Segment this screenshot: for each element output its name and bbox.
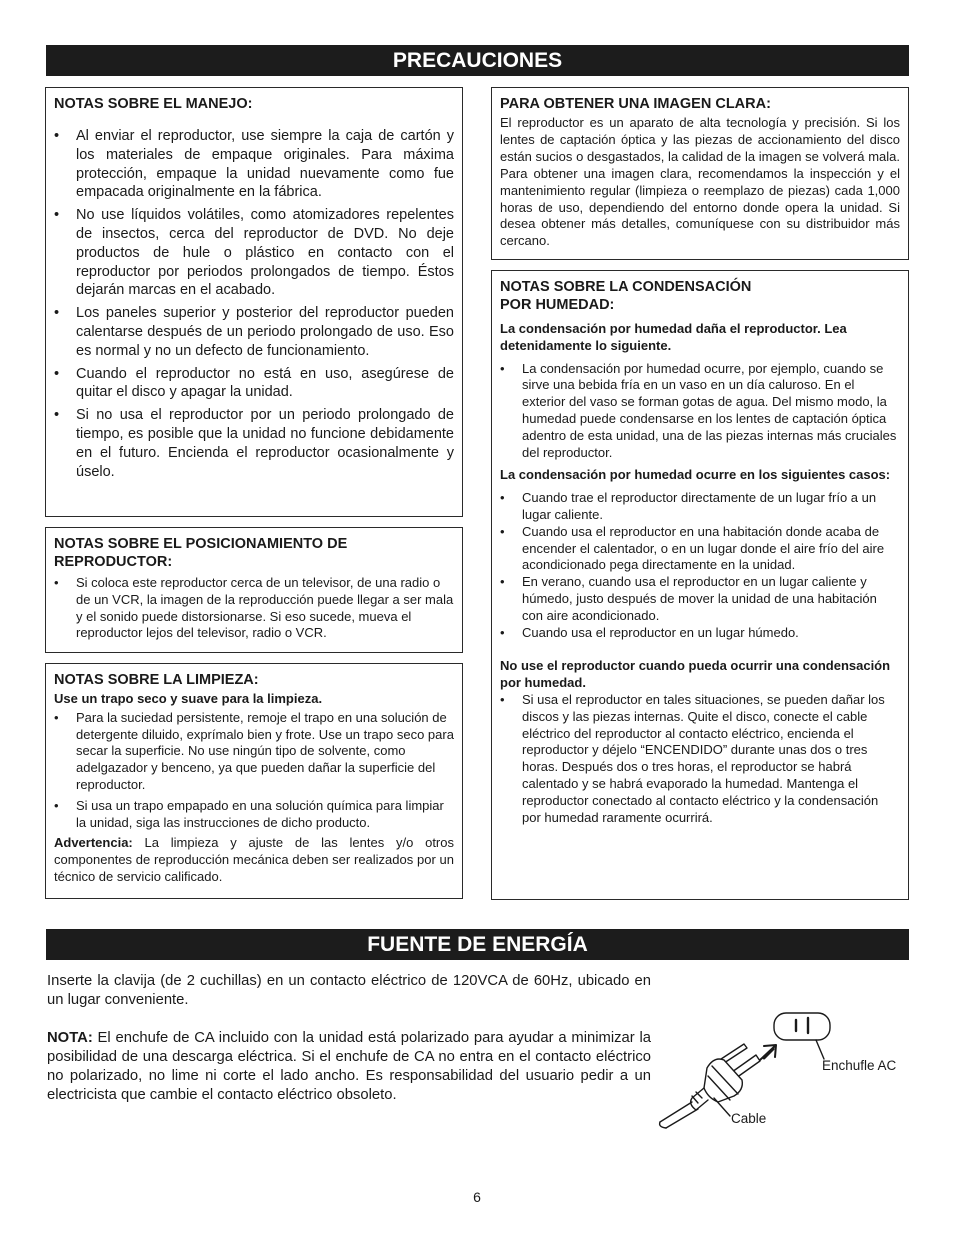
condensation-sub2: La condensación por humedad ocurre en los siguientes casos: (500, 467, 891, 483)
condensation-list-2 (500, 490, 900, 641)
list-item: • Si no usa el reproductor por un periodo prolongado de tiempo, es posible que la unidad no funcione debidamente en el futuro. Encienda el reproductor ocasionalmente y úselo. (54, 406, 454, 481)
list-item: • Para la suciedad persistente, remoje el trapo en una solución de detergente diluido, exprímalo bien y frote. Use un trapo seco para secar la superficie. No use ningún tipo de solvente, como adelgazador y benceno, ya que pueden dañar la superficie del reproductor. (54, 710, 454, 794)
list-item: • En verano, cuando usa el reproductor en un lugar caliente y húmedo, justo después de mover la unidad de una habitación con aire acondicionado. (500, 574, 900, 624)
polarized-plug-figure (652, 1006, 912, 1134)
clear-image-heading: PARA OBTENER UNA IMAGEN CLARA: (500, 96, 771, 112)
condensation-list-1 (500, 361, 900, 462)
outlet-label: Enchufle AC (822, 1058, 897, 1073)
precautions-title: PRECAUCIONES (46, 45, 909, 76)
list-item: • La condensación por humedad ocurre, por ejemplo, cuando se sirve una bebida fría en un vaso en un día caluroso. En el exterior del vaso se forman gotas de agua. Del mismo modo, la humedad puede condensarse en los lentes de captación óptica adentro de esta unidad, una de las piezas internas más cruciales del reproductor. (500, 361, 900, 462)
condensation-list-3 (500, 692, 900, 826)
list-item: • Cuando el reproductor no está en uso, asegúrese de quitar el disco y apagar la unidad. (54, 365, 454, 403)
positioning-list (54, 575, 454, 642)
warning-text: La limpieza y ajuste de las lentes y/o otros componentes de reproducción mecánica deben ser realizados por un técnico de servicio calificado. (54, 835, 454, 885)
list-item: • Cuando trae el reproductor directamente de un lugar frío a un lugar caliente. (500, 490, 900, 524)
power-intro: Inserte la clavija (de 2 cuchillas) en un contacto eléctrico de 120VCA de 60Hz, ubicado en un lugar conveniente. (47, 973, 651, 1008)
clear-image-text: El reproductor es un aparato de alta tecnología y precisión. Si los lentes de captación óptica y las piezas de accionamiento del disco están sucios o desgastados, la calidad de la imagen se volverá mala. Para obtener una imagen clara, recomendamos la inspección y el mantenimiento regular (limpieza o reemplazo de piezas) cada 1,000 horas de uso, dependiendo del entorno donde opera la unidad. Si desea obtener más detalles, comuníquese con su distribuidor más cercano. (500, 115, 900, 249)
cleaning-list (54, 710, 454, 832)
condensation-sub3: No use el reproductor cuando pueda ocurrir una condensación por humedad. (500, 658, 891, 691)
note-text: El enchufe de CA incluido con la unidad está polarizado para ayudar a minimizar la posibilidad de una descarga eléctrica. Si el enchufe de CA no entra en el contacto eléctrico no polarizado, no lime ni corte el lado ancho. Es responsabilidad del usuario pedir a un electricista que cambie el contacto eléctrico obsoleto. (47, 1030, 651, 1103)
list-item: • No use líquidos volátiles, como atomizadores repelentes de insectos, cerca del reproductor de DVD. No deje productos de hule o plástico en contacto con el reproductor por periodos prolongados de tiempo. Éstos dejarán marcas en el acabado. (54, 206, 454, 300)
handling-heading: NOTAS SOBRE EL MANEJO: (54, 96, 253, 112)
positioning-heading: NOTAS SOBRE EL POSICIONAMIENTO DE REPRODUCTOR: (54, 536, 348, 570)
cable-label: Cable (731, 1111, 767, 1126)
list-item: • Si usa un trapo empapado en una solución química para limpiar la unidad, siga las instrucciones de dicho producto. (54, 798, 454, 832)
list-item: • Al enviar el reproductor, use siempre la caja de cartón y los materiales de empaque originales. Para máxima protección, empaque la unidad nuevamente como fue empacada originalmente en la fábrica. (54, 127, 454, 202)
list-item: • Cuando usa el reproductor en una habitación donde acaba de encender el calentador, o en un lugar donde el aire frío del aire acondicionado pega directamente en la unidad. (500, 524, 900, 574)
power-note (47, 1029, 651, 1105)
cleaning-subheading: Use un trapo seco y suave para la limpieza. (54, 691, 323, 706)
condensation-heading: NOTAS SOBRE LA CONDENSACIÓN POR HUMEDAD: (500, 279, 752, 313)
list-item: • Si usa el reproductor en tales situaciones, se pueden dañar los discos y las piezas internas. Quite el disco, conecte el cable eléctrico del reproductor al contacto eléctrico, encienda el reproductor y déjelo “ENCENDIDO” durante unas dos o tres horas. Después dos o tres horas, el reproductor se habrá calentado y se habrá evaporado la humedad. Mantenga el reproductor conectado al contacto eléctrico y la condensación por humedad raramente ocurrirá. (500, 692, 900, 826)
cleaning-heading: NOTAS SOBRE LA LIMPIEZA: (54, 672, 259, 688)
handling-list (54, 127, 454, 481)
condensation-sub1: La condensación por humedad daña el reproductor. Lea detenidamente lo siguiente. (500, 321, 847, 353)
list-item: • Cuando usa el reproductor en un lugar húmedo. (500, 625, 900, 642)
note-label: NOTA: (47, 1030, 93, 1046)
cleaning-warning (54, 835, 454, 886)
power-title: FUENTE DE ENERGÍA (46, 929, 909, 960)
clear-image-box (491, 87, 909, 260)
list-item: • Los paneles superior y posterior del reproductor pueden calentarse después de un periodo prolongado de uso. Eso es normal y no un defecto de funcionamiento. (54, 304, 454, 360)
cleaning-notes-box (45, 663, 463, 899)
list-item: • Si coloca este reproductor cerca de un televisor, de una radio o de un VCR, la imagen de la reproducción puede llegar a ser mala y el sonido puede distorsionarse. Si eso sucede, mueva el reproductor lejos del televisor, radio o VCR. (54, 575, 454, 642)
positioning-notes-box (45, 527, 463, 653)
warning-label: Advertencia: (54, 835, 133, 851)
page-number: 6 (473, 1189, 481, 1205)
condensation-box (491, 270, 909, 900)
handling-notes-box (45, 87, 463, 517)
